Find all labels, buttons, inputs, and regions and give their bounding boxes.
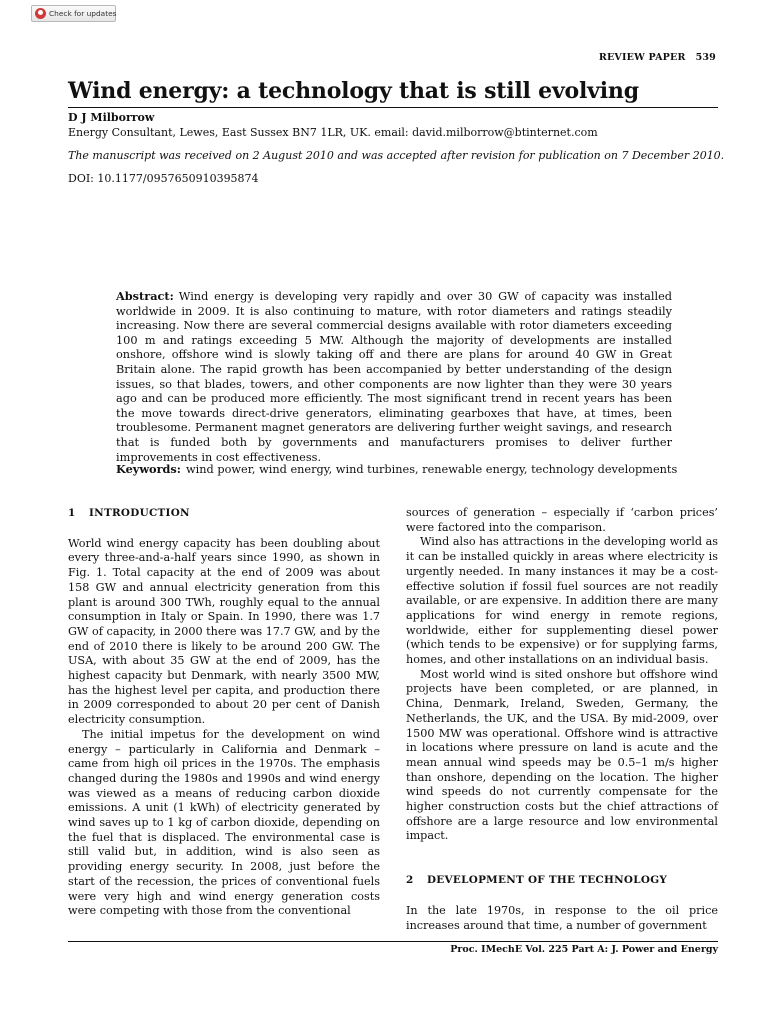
body-paragraph: World wind energy capacity has been doubling about every three-and-a-half years since 1990, as shown in Fig. 1. Total capacity at the end of 2009 was about 158 GW and annual electricity generation from this plant is around 300 TWh, roughly equal to the annual consumption in Italy or Spain. In 1990, there was 1.7 GW of capacity, in 2000 there was 17.7 GW, and by the end of 2010 there is likely to be around 200 GW. The USA, with about 35 GW at the end of 2009, has the highest capacity but Denmark, with nearly 3500 MW, has the highest level per capita, and production there in 2009 corresponded to about 20 per cent of Danish electricity consumption. <box>68 536 380 727</box>
body-paragraph: Wind also has attractions in the developing world as it can be installed quickly in areas where electricity is urgently needed. In many instances it may be a cost-effective solution if fossil fuel sources are not readily available, or are expensive. In addition there are many applications for wind energy in remote regions, worldwide, either for supplementing diesel power (which tends to be expensive) or for supplying farms, homes, and other installations on an individual basis. <box>406 535 718 667</box>
author-name: D J Milborrow <box>68 111 155 124</box>
journal-footer: Proc. IMechE Vol. 225 Part A: J. Power and Energy <box>450 944 718 955</box>
section-title: DEVELOPMENT OF THE TECHNOLOGY <box>427 874 668 887</box>
abstract-text: Wind energy is developing very rapidly and over 30 GW of capacity was installed worldwide in 2009. It is also continuing to mature, with rotor diameters and ratings steadily increasing. Now there are several commercial designs available with rotor diameters exceeding 100 m and ratings exceeding 5 MW. Although the majority of developments are installed onshore, offshore wind is slowly taking off and there are plans for around 40 GW in Great Britain alone. The rapid growth has been accompanied by better understanding of the design issues, so that blades, towers, and other components are now lighter than they were 30 years ago and can be produced more efficiently. The most significant trend in recent years has been the move towards direct-drive generators, eliminating gearboxes that have, at times, been troublesome. Permanent magnet generators are delivering further weight savings, and research that is funded both by governments and manufacturers promises to deliver further improvements in cost effectiveness. <box>116 290 672 464</box>
title-rule <box>68 107 718 108</box>
spacer <box>68 521 380 537</box>
keywords <box>116 462 676 477</box>
footer-rule <box>68 941 718 942</box>
check-for-updates-label: Check for updates <box>49 9 117 18</box>
section-heading-development <box>406 873 718 888</box>
check-for-updates-button[interactable] <box>31 5 116 22</box>
spacer <box>406 844 718 873</box>
section-number: 2 <box>406 874 414 887</box>
running-head <box>599 52 716 63</box>
keywords-text: wind power, wind energy, wind turbines, renewable energy, technology developments <box>185 463 678 476</box>
body-column-right <box>406 506 718 933</box>
body-paragraph: In the late 1970s, in response to the oil price increases around that time, a number of government <box>406 903 718 932</box>
spacer <box>406 888 718 904</box>
body-paragraph: Most world wind is sited onshore but offshore wind projects have been completed, or are planned, in China, Denmark, Ireland, Sweden, Germany, the Netherlands, the UK, and the USA. By mid-2009, over 1500 MW was operational. Offshore wind is attractive in locations where pressure on land is acute and the mean annual wind speeds may be 0.5–1 m/s higher than onshore, depending on the location. The higher wind speeds do not currently compensate for the higher construction costs but the chief attractions of offshore are a large resource and low environmental impact. <box>406 667 718 843</box>
keywords-label: Keywords: <box>116 462 181 476</box>
section-heading-introduction <box>68 506 380 521</box>
section-number: 1 <box>68 507 76 519</box>
section-title: INTRODUCTION <box>89 507 190 519</box>
running-head-label: REVIEW PAPER <box>598 52 686 63</box>
doi: DOI: 10.1177/0957650910395874 <box>68 172 259 185</box>
paper-title: Wind energy: a technology that is still evolving <box>68 78 639 104</box>
body-paragraph: sources of generation – especially if ‘carbon prices’ were factored into the comparison. <box>406 506 718 534</box>
body-paragraph: The initial impetus for the development on wind energy – particularly in California and Denmark – came from high oil prices in the 1970s. The emphasis changed during the 1980s and 1990s and wind energy was viewed as a means of reducing carbon dioxide emissions. A unit (1 kWh) of electricity generated by wind saves up to 1 kg of carbon dioxide, depending on the fuel that is displaced. The environmental case is still valid but, in addition, wind is also seen as providing energy security. In 2008, just before the start of the recession, the prices of conventional fuels were very high and wind energy generation costs were competing with those from the conventional <box>68 727 380 918</box>
body-column-left <box>68 506 380 919</box>
author-affiliation: Energy Consultant, Lewes, East Sussex BN7 1LR, UK. email: david.milborrow@btinternet.com <box>68 126 598 139</box>
received-note: The manuscript was received on 2 August 2010 and was accepted after revision for publication on 7 December 2010. <box>68 149 725 162</box>
check-for-updates-icon <box>35 8 46 19</box>
page-number: 539 <box>695 52 716 63</box>
abstract <box>116 289 672 465</box>
abstract-label: Abstract: <box>116 289 174 303</box>
